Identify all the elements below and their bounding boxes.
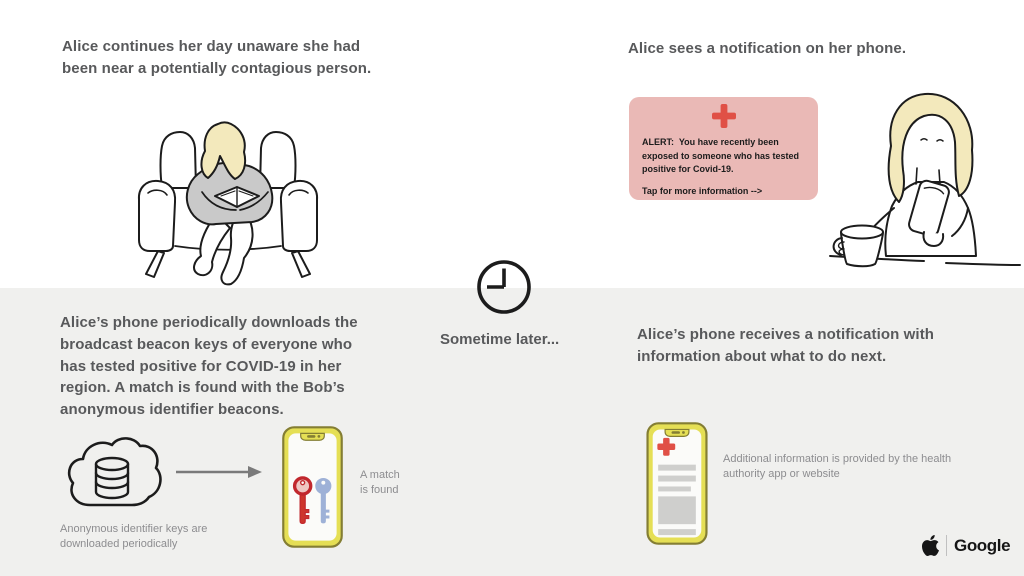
- alert-cta-text: Tap for more information -->: [642, 185, 763, 196]
- phone-with-health-notification: [646, 422, 708, 545]
- sometime-later-label: Sometime later...: [440, 331, 560, 348]
- match-found-label: A match is found: [360, 469, 400, 497]
- woman-with-phone-illustration: [828, 86, 1024, 286]
- reading-in-armchair-illustration: [118, 96, 338, 286]
- google-wordmark: Google: [954, 535, 1011, 555]
- woman-figure: [834, 94, 976, 266]
- brand-footer: [922, 535, 1010, 556]
- apple-logo-icon: [922, 535, 939, 556]
- alert-body-text: ALERT: You have recently been exposed to someone who has tested positive for Covid-19.: [642, 137, 802, 174]
- top-right-heading: Alice sees a notification on her phone.: [628, 40, 907, 57]
- arrow-right-icon: [176, 464, 264, 480]
- bottom-left-heading: Alice’s phone periodically downloads the broadcast beacon keys of everyone who has tested positive for COVID-19 in her region. A match is found with the Bob’s anonymous identifier beacons.: [60, 314, 358, 418]
- person-reading: [187, 122, 272, 284]
- phone-with-matching-keys: [282, 426, 343, 548]
- bottom-right-heading: Alice’s phone receives a notification with information about what to do next.: [637, 326, 935, 365]
- medical-cross-icon: [711, 103, 737, 129]
- logo-divider: [946, 535, 947, 556]
- top-left-heading: Alice continues her day unaware she had been near a potentially contagious person.: [62, 38, 372, 77]
- speaker-slot: [672, 431, 680, 434]
- cloud-download-icon: [60, 434, 164, 518]
- coffee-mug: [834, 226, 883, 267]
- camera-dot: [682, 431, 685, 434]
- clock-icon: [476, 259, 532, 315]
- database-icon: [96, 458, 128, 498]
- camera-dot: [318, 435, 321, 438]
- speaker-slot: [307, 435, 315, 438]
- cloud-caption: Anonymous identifier keys are downloaded periodically: [60, 523, 208, 551]
- health-authority-caption: Additional information is provided by the health authority app or website: [723, 453, 952, 481]
- exposure-alert-notification: [629, 97, 818, 200]
